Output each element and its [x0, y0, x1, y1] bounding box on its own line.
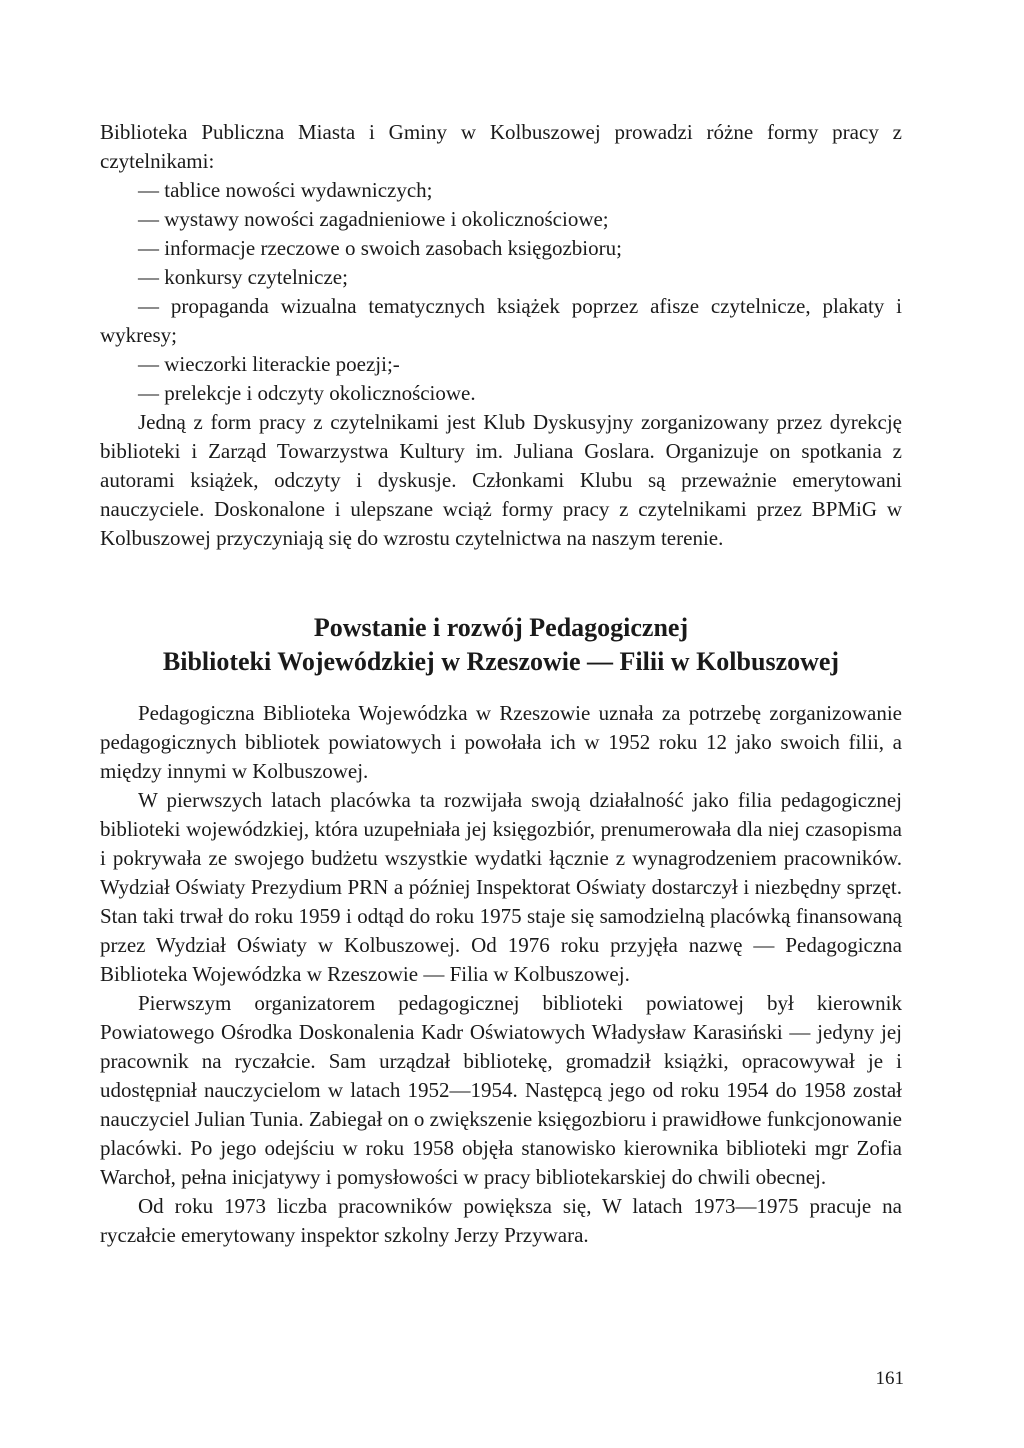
intro-lead: Biblioteka Publiczna Miasta i Gminy w Kolbuszowej prowadzi różne formy pracy z czytelnikami:	[100, 120, 902, 173]
spacer	[100, 679, 902, 699]
section-title-line-2: Biblioteki Wojewódzkiej w Rzeszowie — Filii w Kolbuszowej	[162, 647, 840, 676]
club-paragraph: Jedną z form pracy z czytelnikami jest Klub Dyskusyjny zorganizowany przez dyrekcję biblioteki i Zarząd Towarzystwa Kultury im. Juliana Goslara. Organizuje on spotkania z autorami książek, odczyty i dyskusje. Członkami Klubu są przeważnie emerytowani nauczyciele. Doskonalone i ulepszane wciąż formy pracy z czytelnikami przez BPMiG w Kolbuszowej przyczyniają się do wzrostu czytelnictwa na naszym terenie.	[100, 410, 902, 550]
page-body	[100, 118, 902, 1250]
section-title-line-1: Powstanie i rozwój Pedagogicznej	[313, 613, 689, 642]
section-paragraph-3: Pierwszym organizatorem pedagogicznej biblioteki powiatowej był kierownik Powiatowego Ośrodka Doskonalenia Kadr Oświatowych Władysław Karasiński — jedyny jej pracownik na ryczałcie. Sam urządzał bibliotekę, gromadził książki, opracowywał je i udostępniał nauczycielom w latach 1952—1954. Następcą jego od roku 1954 do 1958 został nauczyciel Julian Tunia. Zabiegał on o zwiększenie księgozbioru i prawidłowe funkcjonowanie placówki. Po jego odejściu w roku 1958 objęła stanowisko kierownika biblioteki mgr Zofia Warchoł, pełna inicjatywy i pomysłowości w pracy bibliotekarskiej do chwili obecnej.	[100, 991, 902, 1189]
page-number: 161	[875, 1368, 904, 1389]
intro-item-6: — wieczorki literackie poezji;-	[138, 352, 400, 376]
section-paragraph-4: Od roku 1973 liczba pracowników powiększa się, W latach 1973—1975 pracuje na ryczałcie emerytowany inspektor szkolny Jerzy Przywara.	[100, 1194, 902, 1247]
intro-item-5: — propaganda wizualna tematycznych książek poprzez afisze czytelnicze, plakaty i wykresy;	[100, 294, 902, 347]
intro-item-7: — prelekcje i odczyty okolicznościowe.	[138, 381, 476, 405]
spacer	[100, 553, 902, 611]
section-paragraph-2: W pierwszych latach placówka ta rozwijała swoją działalność jako filia pedagogicznej biblioteki wojewódzkiej, która uzupełniała jej księgozbiór, prenumerowała dla niej czasopisma i pokrywała ze swojego budżetu wszystkie wydatki łącznie z wynagrodzeniem pracowników. Wydział Oświaty Prezydium PRN a później Inspektorat Oświaty dostarczył i niezbędny sprzęt. Stan taki trwał do roku 1959 i odtąd do roku 1975 staje się samodzielną placówką finansowaną przez Wydział Oświaty w Kolbuszowej. Od 1976 roku przyjęła nazwę — Pedagogiczna Biblioteka Wojewódzka w Rzeszowie — Filia w Kolbuszowej.	[100, 788, 902, 986]
section-paragraph-1: Pedagogiczna Biblioteka Wojewódzka w Rzeszowie uznała za potrzebę zorganizowanie pedagogicznych bibliotek powiatowych i powołała ich w 1952 roku 12 jako swoich filii, a między innymi w Kolbuszowej.	[100, 701, 902, 783]
intro-item-4: — konkursy czytelnicze;	[138, 265, 348, 289]
intro-item-2: — wystawy nowości zagadnieniowe i okolicznościowe;	[138, 207, 609, 231]
intro-item-1: — tablice nowości wydawniczych;	[138, 178, 433, 202]
intro-item-3: — informacje rzeczowe o swoich zasobach księgozbioru;	[138, 236, 622, 260]
